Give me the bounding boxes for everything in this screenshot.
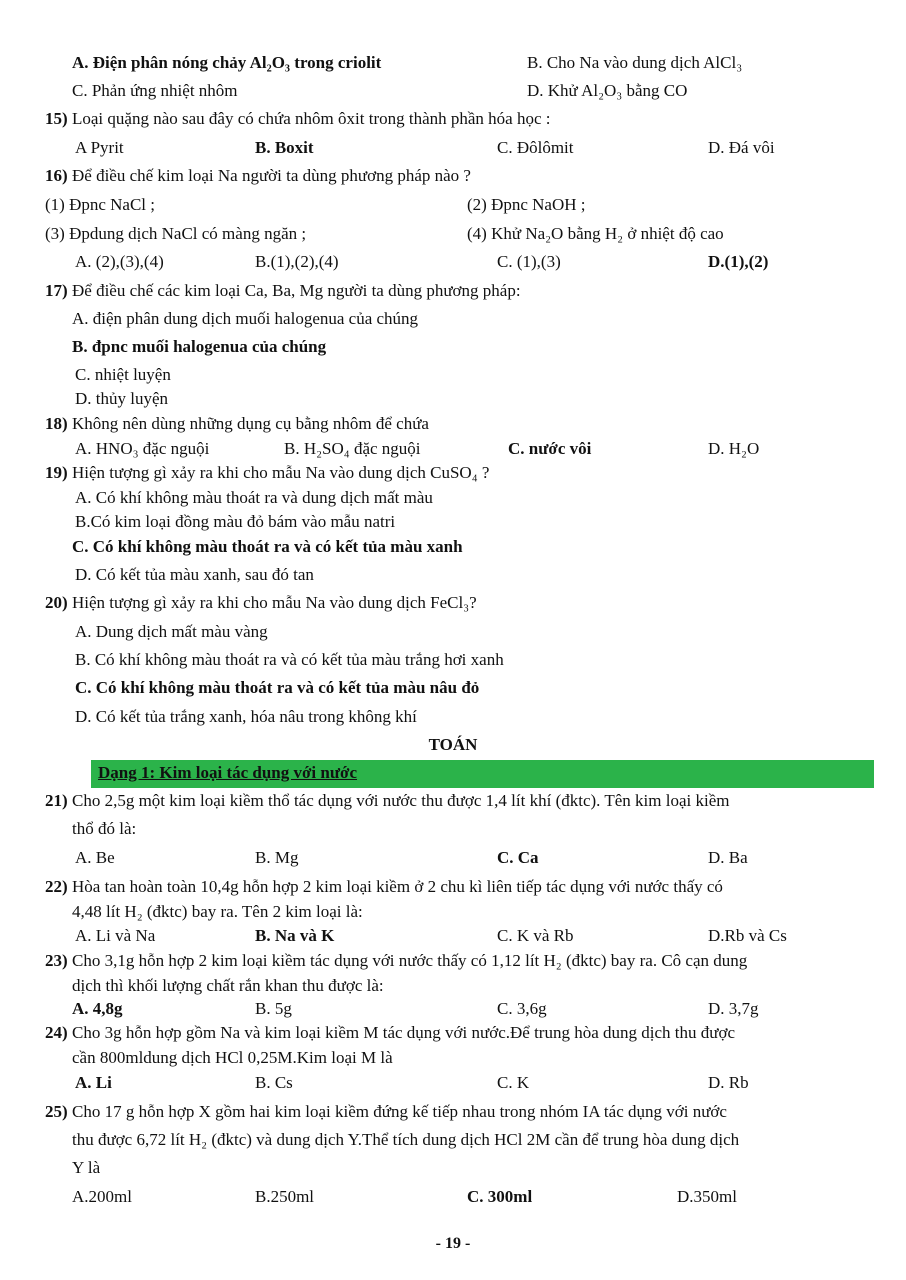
option-c: C. K <box>497 1073 530 1092</box>
option-a: A. (2),(3),(4) <box>75 252 164 271</box>
option-c: C. nước vôi <box>508 439 592 458</box>
question-text: Hòa tan hoàn toàn 10,4g hỗn hợp 2 kim loại kiềm ở 2 chu kì liên tiếp tác dụng với nước thấy có <box>72 877 723 896</box>
question-text: Hiện tượng gì xảy ra khi cho mẫu Na vào dung dịch CuSO₄ ? <box>72 463 490 482</box>
option-b: B. Mg <box>255 848 299 867</box>
sub-option: (2) Đpnc NaOH ; <box>467 195 586 214</box>
option-c: C. Có khí không màu thoát ra và có kết tủa màu xanh <box>72 537 463 556</box>
question-text: Để điều chế kim loại Na người ta dùng phương pháp nào ? <box>72 166 471 185</box>
page-number: - 19 - <box>435 1235 471 1252</box>
option-d: D.(1),(2) <box>708 252 769 271</box>
option-d: D. Rb <box>708 1073 749 1092</box>
option-d: D.350ml <box>677 1187 737 1206</box>
option-a: A. Điện phân nóng chảy Al₂O₃ trong criolit <box>72 53 382 72</box>
option-c: C. Đôlômit <box>497 138 574 157</box>
sub-option: (4) Khử Na₂O bằng H₂ ở nhiệt độ cao <box>467 224 724 243</box>
question-number: 17) <box>45 281 68 300</box>
option-b: B.(1),(2),(4) <box>255 252 339 271</box>
question-text: cần 800mldung dịch HCl 0,25M.Kim loại M là <box>72 1048 393 1067</box>
option-d: D. H₂O <box>708 439 760 458</box>
question-text: Không nên dùng những dụng cụ bằng nhôm để chứa <box>72 414 429 433</box>
question-text: Cho 2,5g một kim loại kiềm thổ tác dụng với nước thu được 1,4 lít khí (đktc). Tên kim loại kiềm <box>72 791 730 810</box>
option-b: B. Cs <box>255 1073 293 1092</box>
question-number: 24) <box>45 1023 68 1042</box>
question-number: 20) <box>45 593 68 612</box>
option-a: A. Dung dịch mất màu vàng <box>75 622 268 641</box>
question-number: 19) <box>45 463 68 482</box>
option-b: B. Boxit <box>255 138 314 157</box>
option-c: C. 300ml <box>467 1187 533 1206</box>
option-a: A. 4,8g <box>72 999 123 1018</box>
option-c: C. nhiệt luyện <box>75 365 171 384</box>
option-c: C. Có khí không màu thoát ra và có kết tủa màu nâu đỏ <box>75 678 480 697</box>
option-d: D. Có kết tủa màu xanh, sau đó tan <box>75 565 314 584</box>
sub-option: (3) Đpdung dịch NaCl có màng ngăn ; <box>45 224 307 243</box>
question-number: 15) <box>45 109 68 128</box>
option-c: C. K và Rb <box>497 926 574 945</box>
option-b: B. Có khí không màu thoát ra và có kết tủa màu trắng hơi xanh <box>75 650 504 669</box>
option-b: B. Na và K <box>255 926 335 945</box>
option-d: D.Rb và Cs <box>708 926 787 945</box>
question-text: Cho 3g hỗn hợp gồm Na và kim loại kiềm M tác dụng với nước.Để trung hòa dung dịch thu được <box>72 1023 735 1042</box>
question-text: Để điều chế các kim loại Ca, Ba, Mg người ta dùng phương pháp: <box>72 281 521 300</box>
option-d: D. Ba <box>708 848 748 867</box>
option-b: B. 5g <box>255 999 292 1018</box>
option-d: D. thủy luyện <box>75 389 169 408</box>
option-b: B. Cho Na vào dung dịch AlCl₃ <box>527 53 743 72</box>
option-d: D. Có kết tủa trắng xanh, hóa nâu trong không khí <box>75 707 417 726</box>
option-a: A Pyrit <box>75 138 124 157</box>
option-a: A. Có khí không màu thoát ra và dung dịch mất màu <box>75 488 433 507</box>
question-number: 18) <box>45 414 68 433</box>
option-a: A.200ml <box>72 1187 132 1206</box>
option-a: A. HNO₃ đặc nguội <box>75 439 210 458</box>
option-d: D. 3,7g <box>708 999 759 1018</box>
option-a: A. Be <box>75 848 115 867</box>
question-text: Hiện tượng gì xảy ra khi cho mẫu Na vào dung dịch FeCl₃? <box>72 593 477 612</box>
question-number: 25) <box>45 1102 68 1121</box>
question-text: Loại quặng nào sau đây có chứa nhôm ôxit trong thành phần hóa học : <box>72 109 551 128</box>
question-text: thổ đó là: <box>72 819 137 838</box>
section-title: TOÁN <box>428 735 478 754</box>
option-b: B. H₂SO₄ đặc nguội <box>284 439 421 458</box>
option-b: B. đpnc muối halogenua của chúng <box>72 337 327 356</box>
option-b: B.250ml <box>255 1187 315 1206</box>
option-d: D. Đá vôi <box>708 138 775 157</box>
question-text: dịch thì khối lượng chất rắn khan thu được là: <box>72 976 384 995</box>
question-number: 16) <box>45 166 68 185</box>
option-a: A. Li và Na <box>75 926 156 945</box>
option-c: C. (1),(3) <box>497 252 561 271</box>
sub-option: (1) Đpnc NaCl ; <box>45 195 156 214</box>
option-c: C. Ca <box>497 848 539 867</box>
question-text: Y là <box>72 1158 101 1177</box>
question-text: 4,48 lít H₂ (đktc) bay ra. Tên 2 kim loại là: <box>72 902 363 921</box>
option-a: A. điện phân dung dịch muối halogenua của chúng <box>72 309 419 328</box>
question-text: thu được 6,72 lít H₂ (đktc) và dung dịch Y.Thể tích dung dịch HCl 2M cần để trung hòa dung dịch <box>72 1130 740 1149</box>
option-d: D. Khử Al₂O₃ bằng CO <box>527 81 688 100</box>
option-a: A. Li <box>75 1073 112 1092</box>
section-banner <box>91 760 874 788</box>
question-text: Cho 3,1g hỗn hợp 2 kim loại kiềm tác dụng với nước thấy có 1,12 lít H₂ (đktc) bay ra. Cô cạn dung <box>72 951 748 970</box>
question-number: 21) <box>45 791 68 810</box>
option-b: B.Có kim loại đồng màu đỏ bám vào mẫu natri <box>75 512 396 531</box>
question-number: 23) <box>45 951 68 970</box>
option-c: C. 3,6g <box>497 999 547 1018</box>
option-c: C. Phản ứng nhiệt nhôm <box>72 81 238 100</box>
question-text: Cho 17 g hỗn hợp X gồm hai kim loại kiềm đứng kế tiếp nhau trong nhóm IA tác dụng với nước <box>72 1102 727 1121</box>
banner-label: Dạng 1: Kim loại tác dụng với nước <box>98 763 358 782</box>
question-number: 22) <box>45 877 68 896</box>
